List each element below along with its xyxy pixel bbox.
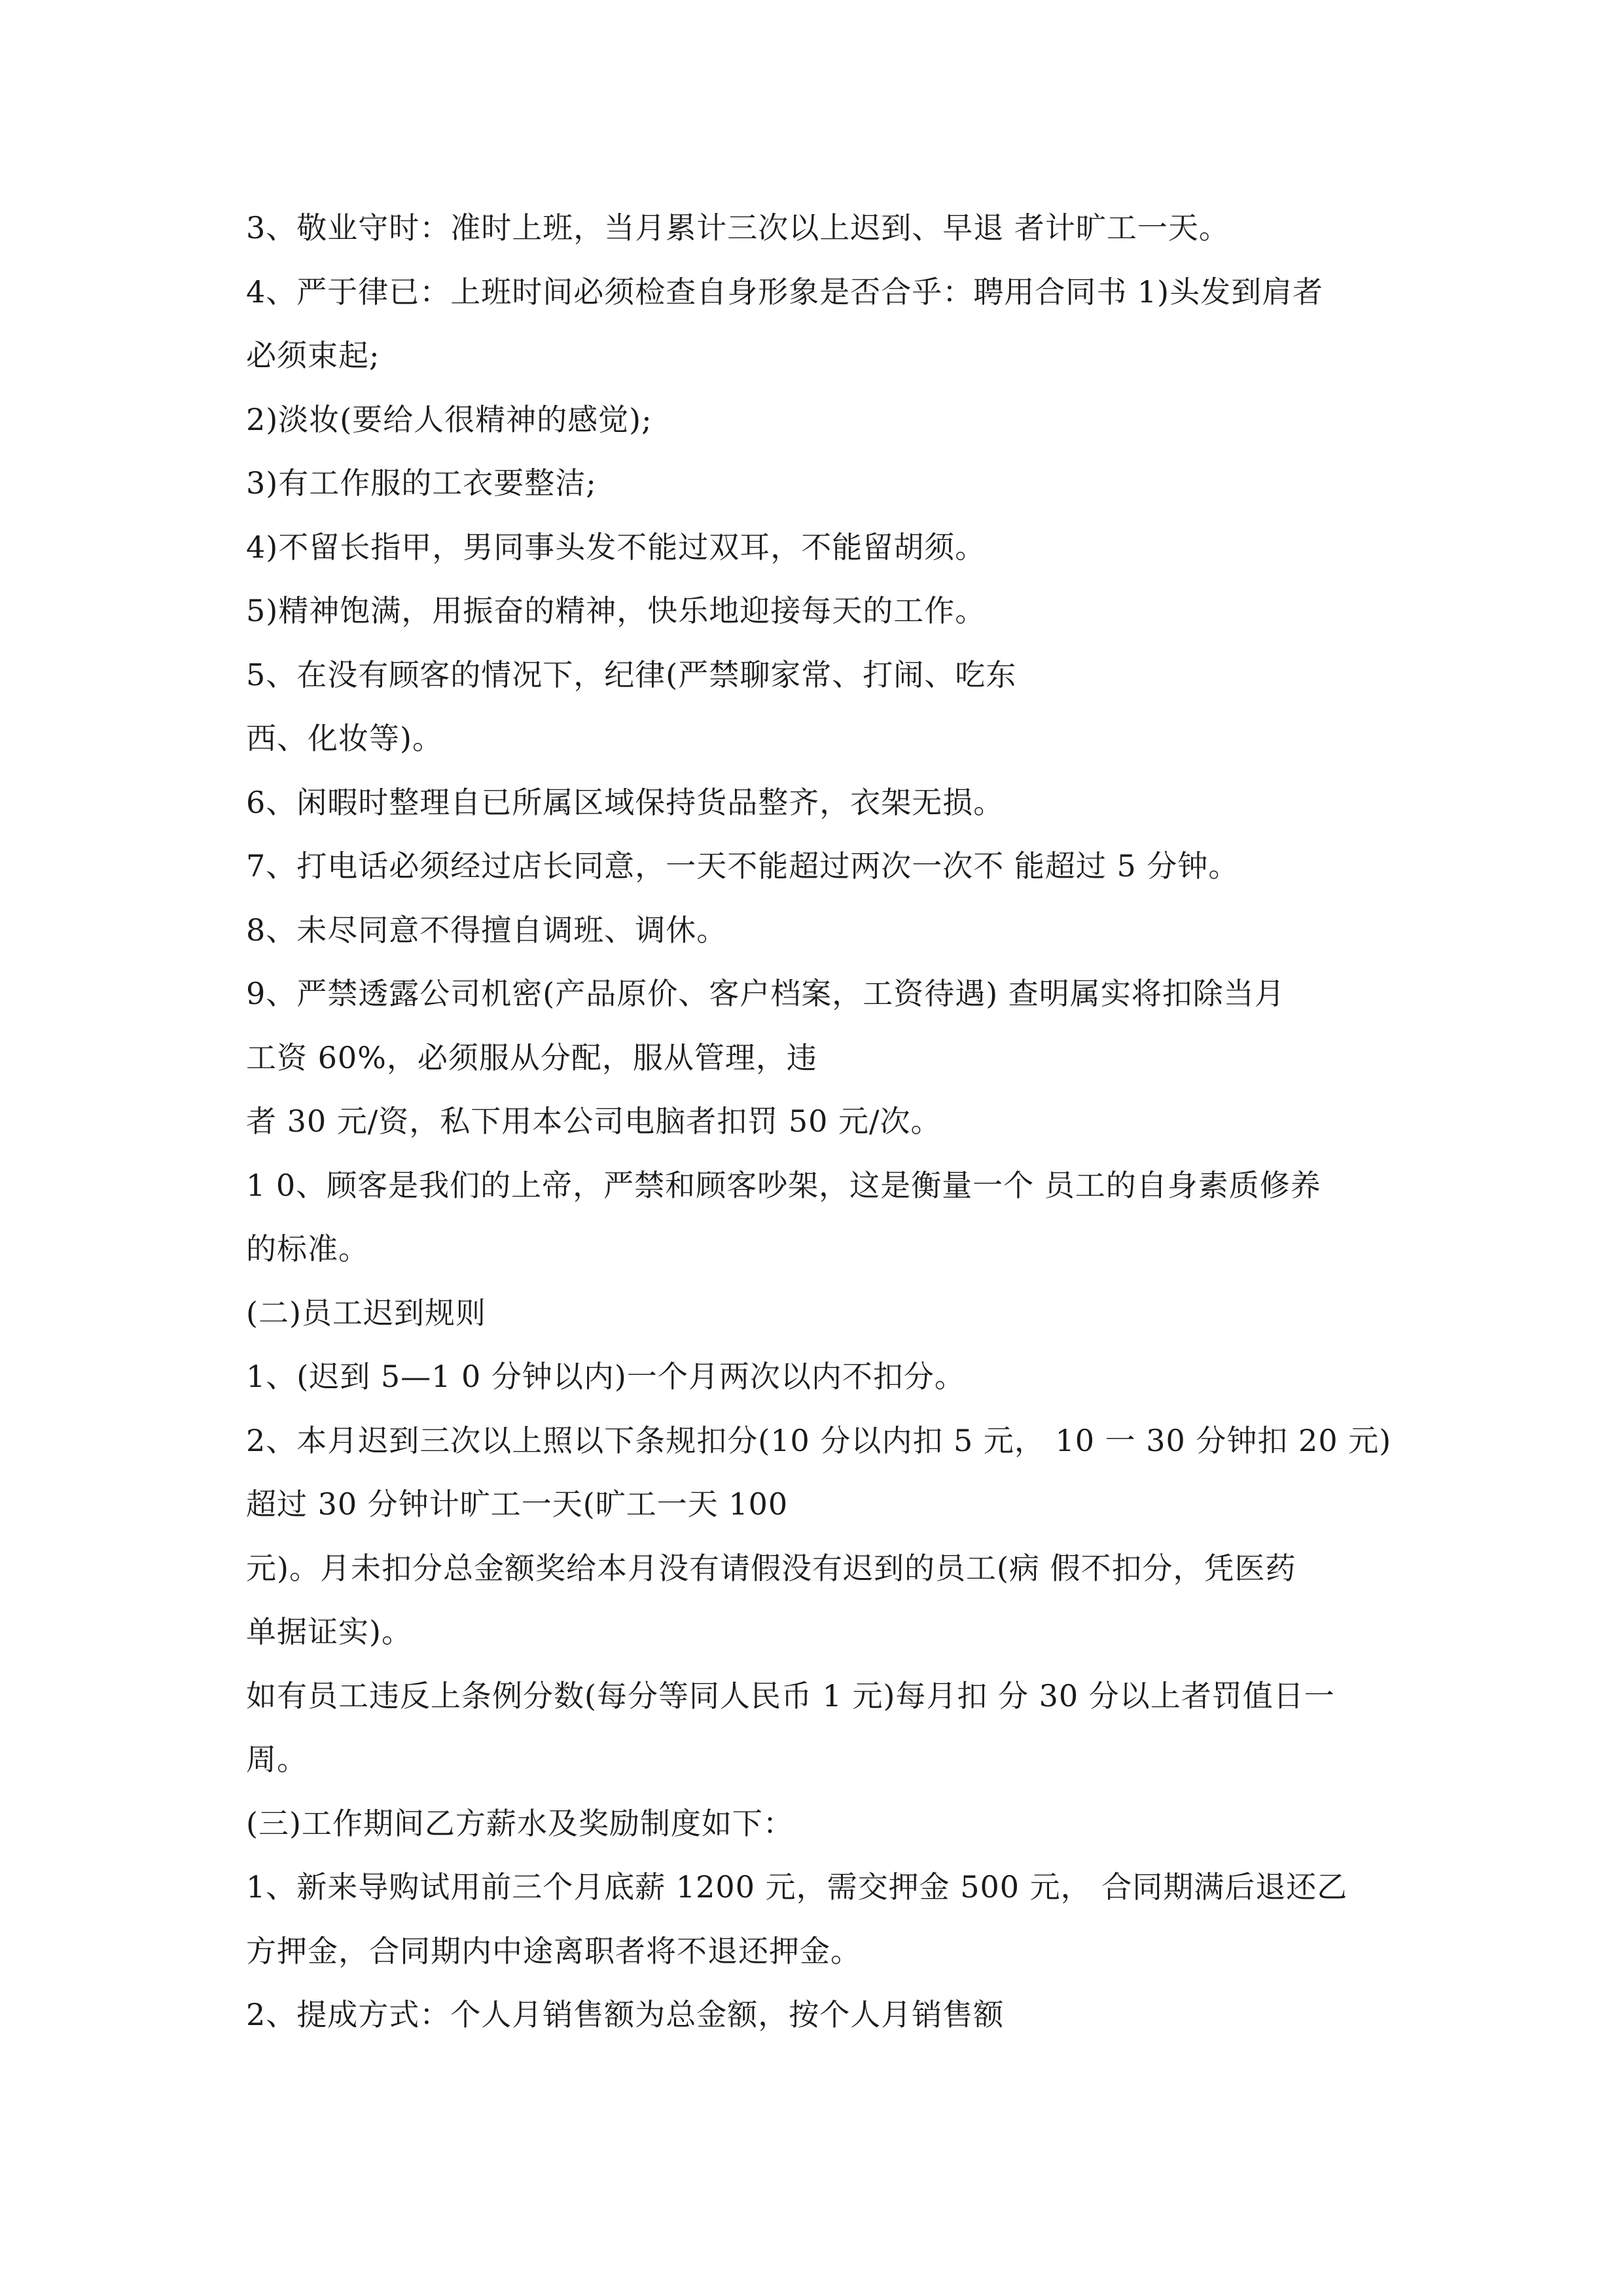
text-line: 必须束起;	[246, 338, 380, 373]
text-line: 5、在没有顾客的情况下，纪律(严禁聊家常、打闹、吃东	[246, 656, 1017, 692]
text-line: 者 30 元/资，私下用本公司电脑者扣罚 50 元/次。	[246, 1103, 942, 1139]
text-line: 2、提成方式：个人月销售额为总金额，按个人月销售额	[246, 1997, 1005, 2032]
text-line: 4)不留长指甲，男同事头发不能过双耳，不能留胡须。	[246, 529, 986, 565]
text-line: 单据证实)。	[246, 1614, 412, 1649]
text-line: 3)有工作服的工衣要整洁;	[246, 465, 597, 501]
text-line: 7、打电话必须经过店长同意，一天不能超过两次一次不 能超过 5 分钟。	[246, 848, 1240, 884]
section-heading: (三)工作期间乙方薪水及奖励制度如下：	[246, 1805, 794, 1841]
text-line: 工资 60%，必须服从分配，服从管理，违	[246, 1039, 817, 1075]
text-line: 4、严于律已：上班时间必须检查自身形象是否合乎：聘用合同书 1)头发到肩者	[246, 274, 1324, 310]
text-line: 1 0、顾客是我们的上帝，严禁和顾客吵架，这是衡量一个 员工的自身素质修养	[246, 1167, 1321, 1203]
text-line: 6、闲暇时整理自已所属区域保持货品整齐，衣架无损。	[246, 784, 1005, 820]
text-line: 1、(迟到 5—1 0 分钟以内)一个月两次以内不扣分。	[246, 1359, 965, 1394]
text-line: 2)淡妆(要给人很精神的感觉);	[246, 401, 652, 437]
text-line: 2、本月迟到三次以上照以下条规扣分(10 分以内扣 5 元， 10 一 30 分钟扣 20 元)	[246, 1422, 1392, 1458]
text-line: 方押金，合同期内中途离职者将不退还押金。	[246, 1933, 861, 1969]
text-line: 如有员工违反上条例分数(每分等同人民币 1 元)每月扣 分 30 分以上者罚值日一	[246, 1677, 1335, 1713]
text-line: 西、化妆等)。	[246, 721, 443, 756]
text-line: 5)精神饱满，用振奋的精神，快乐地迎接每天的工作。	[246, 593, 986, 628]
text-line: 元)。月未扣分总金额奖给本月没有请假没有迟到的员工(病 假不扣分，凭医药	[246, 1550, 1296, 1586]
text-line: 3、敬业守时：准时上班，当月累计三次以上迟到、早退 者计旷工一天。	[246, 210, 1230, 245]
section-heading: (二)员工迟到规则	[246, 1295, 486, 1331]
text-line: 1、新来导购试用前三个月底薪 1200 元，需交押金 500 元， 合同期满后退还乙	[246, 1869, 1348, 1905]
text-line: 9、严禁透露公司机密(产品原价、客户档案，工资待遇) 查明属实将扣除当月	[246, 976, 1285, 1011]
document-body	[246, 196, 1392, 2047]
text-line: 超过 30 分钟计旷工一天(旷工一天 100	[246, 1486, 789, 1522]
text-line: 周。	[246, 1742, 308, 1777]
text-line: 8、未尽同意不得擅自调班、调休。	[246, 912, 728, 948]
text-line: 的标准。	[246, 1231, 369, 1266]
